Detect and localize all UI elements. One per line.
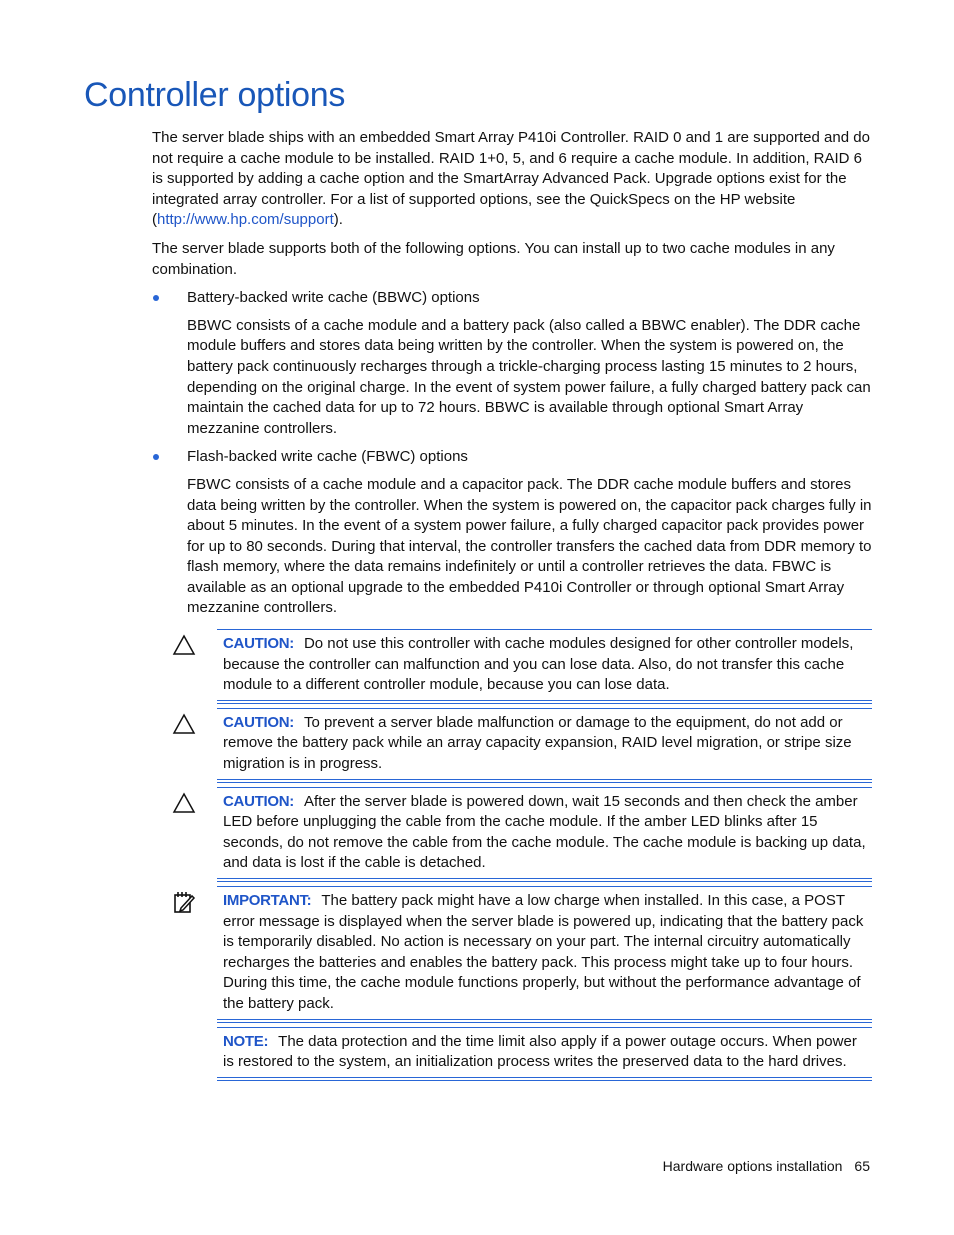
caution-triangle-icon <box>172 791 196 815</box>
notice-label: CAUTION: <box>223 792 294 810</box>
notice-label: CAUTION: <box>223 713 294 731</box>
caution-notice-3 <box>152 787 872 879</box>
notice-body: The data protection and the time limit also apply if a power outage occurs. When power is restored to the system, an initialization process writes the preserved data to the hard drives. <box>223 1032 857 1071</box>
bullet-label: Battery-backed write cache (BBWC) options <box>187 289 480 307</box>
notice-body: To prevent a server blade malfunction or damage to the equipment, do not add or remove the battery pack while an array capacity expansion, RAID level migration, or stripe size migration is in progress. <box>223 713 852 773</box>
notice-label: CAUTION: <box>223 635 294 653</box>
notice-body: After the server blade is powered down, wait 15 seconds and then check the amber LED before unplugging the cable from the cache module. If the amber LED blinks after 15 seconds, do not remove the cable from the cache module. The cache module is backing up data, and data is lost if the cable is detached. <box>223 792 866 872</box>
notice-text <box>223 634 868 696</box>
notices <box>152 629 872 1078</box>
notice-text <box>223 792 868 874</box>
bullet-dot-icon <box>153 454 159 460</box>
notice-box <box>217 629 872 701</box>
bullet-label: Flash-backed write cache (FBWC) options <box>187 448 468 466</box>
note-notice <box>152 1027 872 1078</box>
notice-body: The battery pack might have a low charge when installed. In this case, a POST error message is displayed when the server blade is powered up, indicating that the battery pack is temporarily disabled. No action is necessary on your part. The internal circuitry automatically recharges the batteries and enables the battery pack. This process might take up to four hours. During this time, the cache module functions properly, but without the performance advantage of the battery pack. <box>223 892 864 1012</box>
caution-notice-2 <box>152 708 872 780</box>
notice-box <box>217 708 872 780</box>
notice-box <box>217 787 872 879</box>
intro-paragraph-1 <box>152 128 872 231</box>
notice-text <box>223 713 868 775</box>
page-footer <box>663 1158 870 1174</box>
intro-text-after-link: ). <box>333 211 343 229</box>
page-title: Controller options <box>84 76 346 114</box>
page-number: 65 <box>854 1158 870 1174</box>
notice-box <box>217 886 872 1020</box>
bullet-body: FBWC consists of a cache module and a capacitor pack. The DDR cache module buffers and stores data being written by the controller. When the system is powered on, the capacitor pack charges fully in about 5 minutes. In the event of a system power failure, a fully charged capacitor pack provides power for up to 80 seconds. During that interval, the controller transfers the cached data from DDR memory to flash memory, where the data remains indefinitely or until a controller retrieves the data. FBWC is available as an optional upgrade to the embedded P410i Controller or through optional Smart Array mezzanine controllers. <box>187 475 872 617</box>
bullet-item-bbwc <box>152 288 872 439</box>
notice-text <box>223 1032 868 1073</box>
bullet-dot-icon <box>153 295 159 301</box>
important-notepad-icon <box>172 890 196 914</box>
bullet-item-fbwc <box>152 447 872 619</box>
notice-body: Do not use this controller with cache modules designed for other controller models, because the controller can malfunction and you can lose data. Also, do not transfer this cache module to a different controller module, because you can lose data. <box>223 635 854 694</box>
notice-box <box>217 1027 872 1078</box>
hp-support-link[interactable]: http://www.hp.com/support <box>157 211 334 229</box>
intro-text-before-link: The server blade ships with an embedded Smart Array P410i Controller. RAID 0 and 1 are supported and do not require a cache module to be installed. RAID 1+0, 5, and 6 require a cache module. In addition, RAID 6 is supported by adding a cache option and the SmartArray Advanced Pack. Upgrade options exist for the integrated array controller. For a list of supported options, see the QuickSpecs on the HP website ( <box>152 129 870 229</box>
intro-paragraph-2: The server blade supports both of the following options. You can install up to two cache modules in any combination. <box>152 239 835 278</box>
caution-notice-1 <box>152 629 872 701</box>
bullet-body: BBWC consists of a cache module and a battery pack (also called a BBWC enabler). The DDR cache module buffers and stores data being written by the controller. When the system is powered on, the battery pack continuously recharges through a trickle-charging process lasting 15 minutes to 2 hours, depending on the original charge. In the event of system power failure, a fully charged battery pack can maintain the cached data for up to 72 hours. BBWC is available through optional Smart Array mezzanine controllers. <box>187 316 871 437</box>
important-notice <box>152 886 872 1020</box>
notice-text <box>223 891 868 1015</box>
main-content <box>152 128 872 1085</box>
caution-triangle-icon <box>172 712 196 736</box>
footer-section-title: Hardware options installation <box>662 1158 843 1174</box>
caution-triangle-icon <box>172 633 196 657</box>
notice-label: NOTE: <box>223 1032 269 1050</box>
notice-label: IMPORTANT: <box>223 892 312 909</box>
